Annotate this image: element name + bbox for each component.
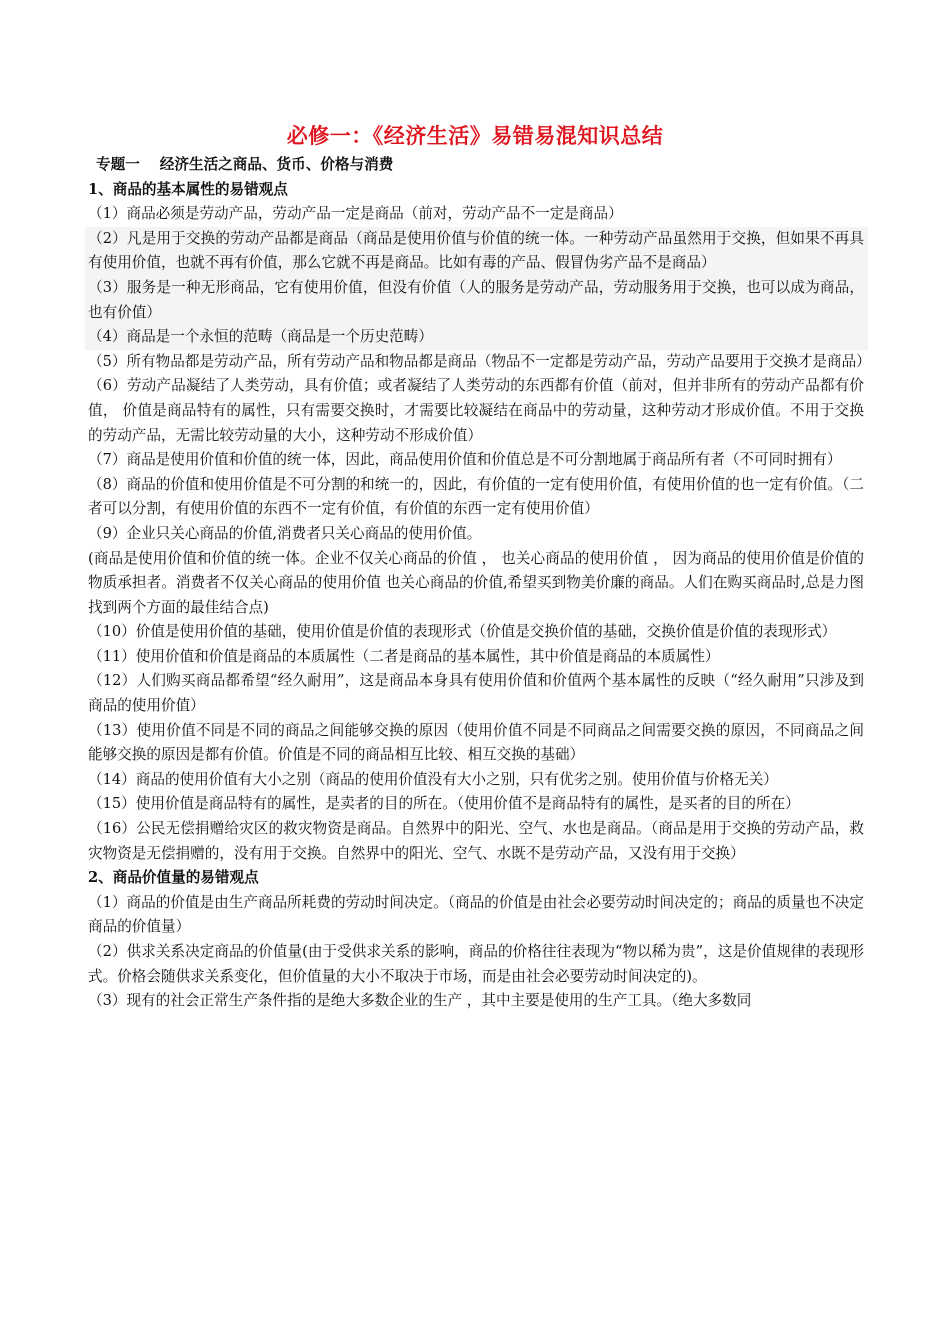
s1-item-7: （7）商品是使用价值和价值的统一体，因此，商品使用价值和价值总是不可分割地属于商品所有者（不可同时拥有） <box>88 451 842 469</box>
s1-item-1: （1）商品必须是劳动产品，劳动产品一定是商品（前对，劳动产品不一定是商品） <box>88 205 623 223</box>
s1-item-16: （16）公民无偿捐赠给灾区的救灾物资是商品。自然界中的阳光、空气、水也是商品。（商品是用于交换的劳动产品，救灾物资是无偿捐赠的，没有用于交换。自然界中的阳光、空气、水既不是劳动产品，又没有用于交换） <box>88 820 864 862</box>
s1-item-10: （10）价值是使用价值的基础，使用价值是价值的表现形式（价值是交换价值的基础，交换价值是价值的表现形式） <box>88 623 837 641</box>
s1-item-12: （12）人们购买商品都希望“经久耐用”，这是商品本身具有使用价值和价值两个基本属性的反映（“经久耐用”只涉及到商品的使用价值） <box>88 672 864 715</box>
s1-item-8: （8）商品的价值和使用价值是不可分割的和统一的，因此，有价值的一定有使用价值，有使用价值的也一定有价值。（二者可以分割，有使用价值的东西不一定有价值，有价值的东西一定有使用价值） <box>88 475 864 518</box>
s1-item-4: （4）商品是一个永恒的范畴（商品是一个历史范畴） <box>88 328 433 346</box>
document-title: 必修一：《经济生活》易错易混知识总结 <box>286 123 664 148</box>
s1-item-5: （5）所有物品都是劳动产品，所有劳动产品和物品都是商品（物品不一定都是劳动产品，劳动产品要用于交换才是商品） <box>88 352 871 370</box>
s1-item-14: （14）商品的使用价值有大小之别（商品的使用价值没有大小之别，只有优劣之别。使用价值与价格无关） <box>88 770 778 788</box>
s1-item-11: （11）使用价值和价值是商品的本质属性（二者是商品的基本属性，其中价值是商品的本质属性） <box>88 647 720 665</box>
topic-text: 经济生活之商品、货币、价格与消费 <box>159 156 394 173</box>
s2-item-1: （1）商品的价值是由生产商品所耗费的劳动时间决定。（商品的价值是由社会必要劳动时间决定的；商品的质量也不决定商品的价值量） <box>88 893 864 936</box>
s1-item-9-note: (商品是使用价值和价值的统一体。企业不仅关心商品的价值 ， 也关心商品的使用价值 ， 因为商品的使用价值是价值的物质承担者。消费者不仅关心商品的使用价值 也关心商品的价值,希望买到物美价廉的商品。人们在购买商品时,总是力图找到两个方面的最佳结合点) <box>88 549 864 616</box>
s1-item-2: （2）凡是用于交换的劳动产品都是商品（商品是使用价值与价值的统一体。一种劳动产品虽然用于交换，但如果不再具有使用价值，也就不再有价值，那么它就不再是商品。比如有毒的产品、假冒伪劣产品不是商品） <box>88 229 864 272</box>
s2-item-2: （2）供求关系决定商品的价值量(由于受供求关系的影响，商品的价格往往表现为“物以稀为贵”，这是价值规律的表现形式。价格会随供求关系变化，但价值量的大小不取决于市场，而是由社会必要劳动时间决定的)。 <box>88 943 864 985</box>
s1-item-15: （15）使用价值是商品特有的属性，是卖者的目的所在。（使用价值不是商品特有的属性，是买者的目的所在） <box>88 795 800 813</box>
topic-heading <box>88 153 864 178</box>
section-1-heading: 1、商品的基本属性的易错观点 <box>88 180 288 198</box>
topic-label: 专题一 <box>96 156 140 173</box>
section-2-heading: 2、商品价值量的易错观点 <box>88 869 259 887</box>
document-body <box>88 153 871 1014</box>
s1-item-3: （3）服务是一种无形商品，它有使用价值，但没有价值（人的服务是劳动产品，劳动服务用于交换，也可以成为商品，也有价值） <box>88 278 864 321</box>
s1-item-13: （13）使用价值不同是不同的商品之间能够交换的原因（使用价值不同是不同商品之间需要交换的原因，不同商品之间能够交换的原因是都有价值。价值是不同的商品相互比较、相互交换的基础） <box>88 721 864 764</box>
shaded-block <box>85 227 868 350</box>
s1-item-9: （9）企业只关心商品的价值,消费者只关心商品的使用价值。 <box>88 524 482 542</box>
s2-item-3: （3）现有的社会正常生产条件指的是绝大多数企业的生产 ，其中主要是使用的生产工具。（绝大多数同 <box>88 992 752 1010</box>
s1-item-6: （6）劳动产品凝结了人类劳动，具有价值；或者凝结了人类劳动的东西都有价值（前对，但并非所有的劳动产品都有价值， 价值是商品特有的属性，只有需要交换时，才需要比较凝结在商品中的劳动量，这种劳动才形成价值。不用于交换的劳动产品，无需比较劳动量的大小，这种劳动不形成价值） <box>88 377 864 444</box>
